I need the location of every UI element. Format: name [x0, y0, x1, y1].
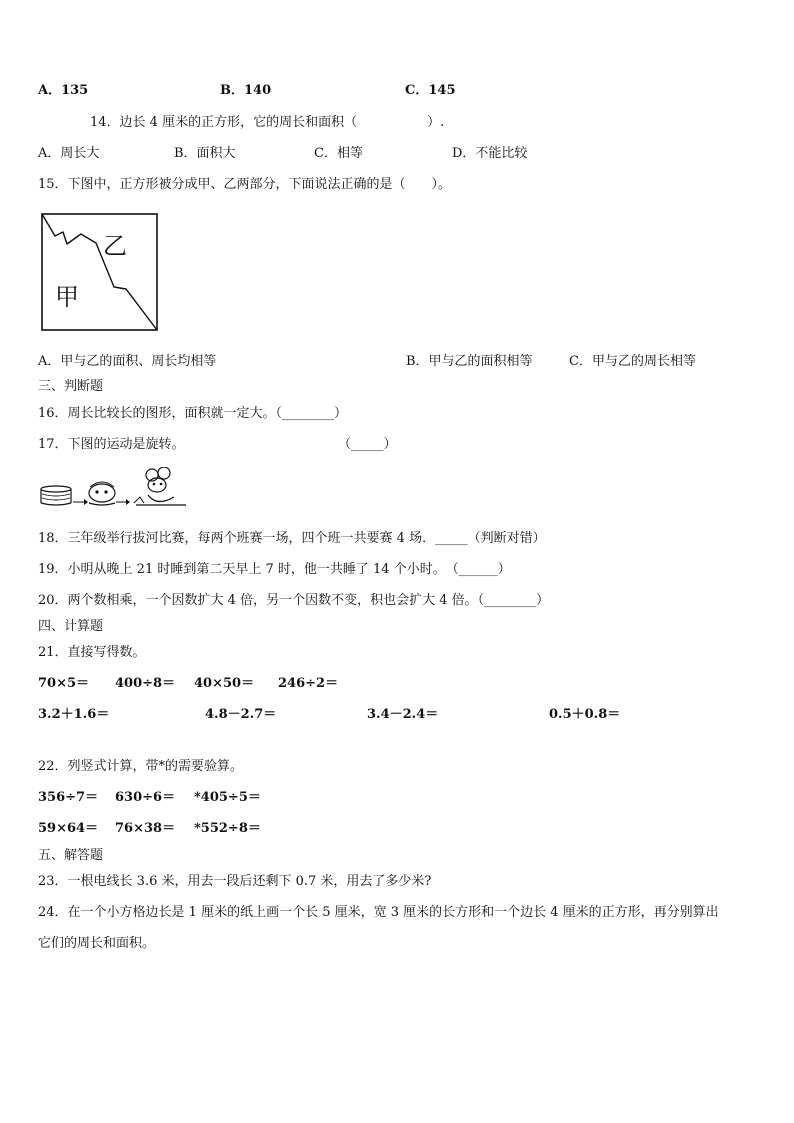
- q14-option-c: C．相等: [314, 146, 363, 161]
- q17-motion-figure: [40, 467, 188, 511]
- q19-text: 19．小明从晚上 21 时睡到第二天早上 7 时，他一共睡了 14 个小时。 （______）: [38, 562, 511, 577]
- q17-text: 17．下图的运动是旋转。: [38, 437, 185, 452]
- q21-row1-item-4: 246÷2＝: [278, 676, 339, 691]
- q21-row1-item-2: 400÷8＝: [115, 676, 176, 691]
- q21-row1-item-3: 40×50＝: [194, 676, 255, 691]
- q22-row2-item-3: *552÷8＝: [194, 821, 261, 836]
- q20-text: 20．两个数相乘，一个因数扩大 4 倍，另一个因数不变，积也会扩大 4 倍。（________）: [38, 593, 550, 608]
- q21-row2-item-1: 3.2＋1.6＝: [38, 707, 110, 722]
- q21-row2-item-3: 3.4－2.4＝: [367, 707, 439, 722]
- section4-title: 四、计算题: [38, 619, 104, 634]
- q15-label-yi: 乙: [103, 232, 127, 260]
- q15-square-figure: [41, 213, 159, 333]
- section5-title: 五、解答题: [38, 848, 104, 863]
- q16-text: 16．周长比较长的图形，面积就一定大。（________）: [38, 406, 348, 421]
- q17-blank: （_____）: [338, 437, 397, 452]
- q15-option-a: A．甲与乙的面积、周长均相等: [38, 354, 217, 369]
- q13-option-a: A．135: [38, 83, 89, 98]
- q21-row2-item-4: 0.5＋0.8＝: [549, 707, 621, 722]
- q21-title: 21．直接写得数。: [38, 645, 146, 660]
- section3-title: 三、判断题: [38, 379, 104, 394]
- q22-row1-item-1: 356÷7＝: [38, 790, 99, 805]
- q15-option-c: C．甲与乙的周长相等: [569, 354, 696, 369]
- q22-row1-item-2: 630÷6＝: [115, 790, 176, 805]
- q14-stem-text: 14．边长 4 厘米的正方形，它的周长和面积（: [90, 115, 358, 130]
- q15-label-jia: 甲: [55, 283, 79, 311]
- q14-stem: [90, 115, 444, 131]
- q22-title: 22．列竖式计算，带*的需要验算。: [38, 759, 244, 774]
- q14-stem-end: ）.: [427, 115, 445, 130]
- q22-row2-item-1: 59×64＝: [38, 821, 99, 836]
- q14-option-d: D．不能比较: [452, 146, 528, 161]
- q15-stem: 15．下图中，正方形被分成甲、乙两部分，下面说法正确的是（ ）。: [38, 177, 452, 192]
- q23-text: 23．一根电线长 3.6 米，用去一段后还剩下 0.7 米，用去了多少米?: [38, 874, 432, 889]
- q14-option-b: B．面积大: [174, 146, 236, 161]
- q24-line2: 它们的周长和面积。: [38, 936, 156, 951]
- q24-line1: 24．在一个小方格边长是 1 厘米的纸上画一个长 5 厘米，宽 3 厘米的长方形和一个边长 4 厘米的正方形，再分别算出: [38, 905, 719, 920]
- q18-text: 18．三年级举行拔河比赛，每两个班赛一场，四个班一共要赛 4 场．_____（判断对错）: [38, 531, 546, 546]
- q21-row1-item-1: 70×5＝: [38, 676, 90, 691]
- q13-option-c: C．145: [405, 83, 456, 98]
- q22-row2-item-2: 76×38＝: [115, 821, 176, 836]
- q13-option-b: B．140: [220, 83, 272, 98]
- q22-row1-item-3: *405÷5＝: [194, 790, 261, 805]
- q14-option-a: A．周长大: [38, 146, 100, 161]
- q21-row2-item-2: 4.8－2.7＝: [205, 707, 277, 722]
- q15-option-b: B．甲与乙的面积相等: [406, 354, 533, 369]
